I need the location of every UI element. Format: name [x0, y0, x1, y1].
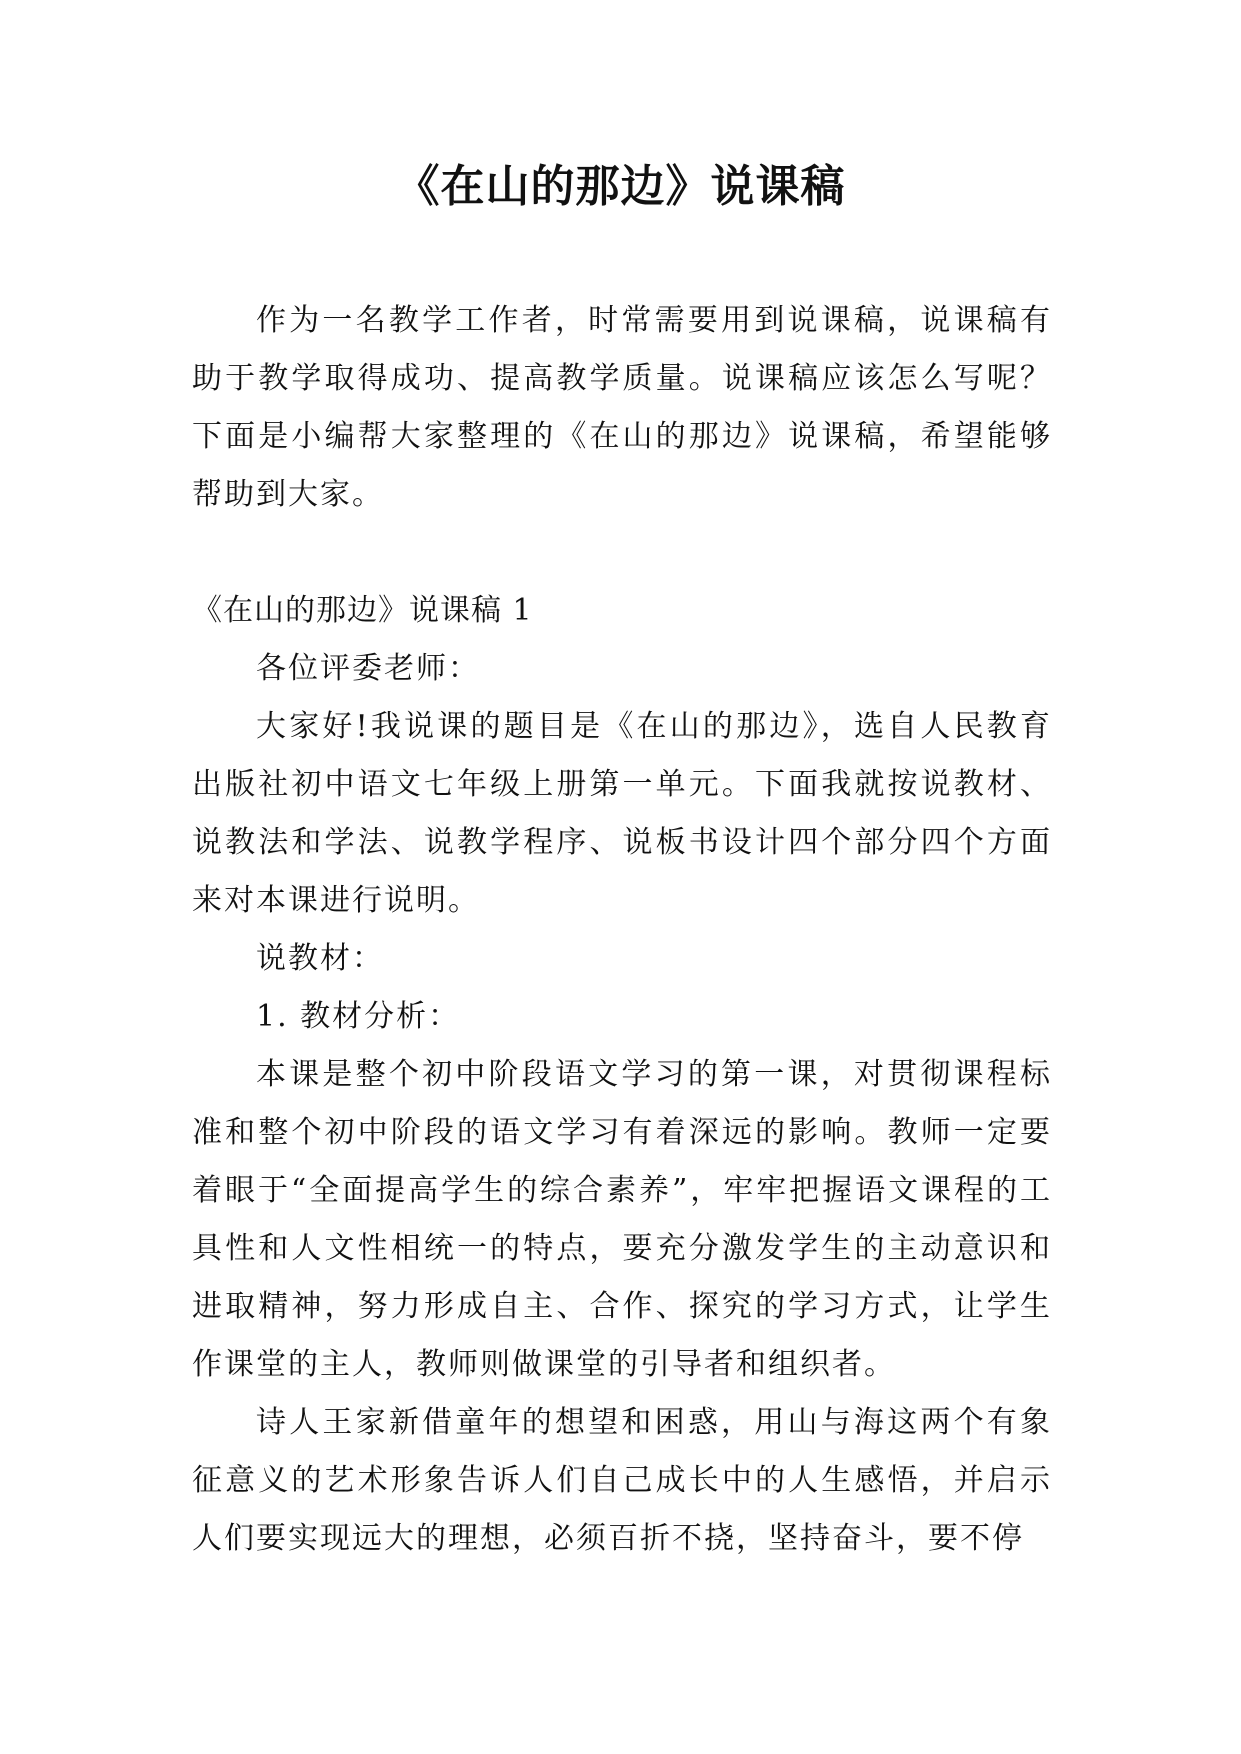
document-title: 《在山的那边》说课稿 — [395, 161, 846, 212]
section-heading: 《在山的那边》说课稿 1 — [192, 593, 533, 628]
analysis-paragraph: 本课是整个初中阶段语文学习的第一课，对贯彻课程标准和整个初中阶段的语文学习有着深远的影响。教师一定要着眼于“全面提高学生的综合素养”，牢牢把握语文课程的工具性和人文性相统一的特点，要充分激发学生的主动意识和进取精神，努力形成自主、合作、探究的学习方式，让学生作课堂的主人，教师则做课堂的引导者和组织者。 — [192, 1057, 1052, 1382]
subsection-heading: 说教材： — [256, 941, 384, 976]
intro-paragraph: 作为一名教学工作者，时常需要用到说课稿，说课稿有助于教学取得成功、提高教学质量。说课稿应该怎么写呢？下面是小编帮大家整理的《在山的那边》说课稿，希望能够帮助到大家。 — [192, 303, 1052, 512]
opening-paragraph: 大家好!我说课的题目是《在山的那边》，选自人民教育出版社初中语文七年级上册第一单元。下面我就按说教材、说教法和学法、说教学程序、说板书设计四个部分四个方面来对本课进行说明。 — [192, 709, 1052, 918]
document-body — [192, 292, 1052, 1568]
poet-paragraph: 诗人王家新借童年的想望和困惑，用山与海这两个有象征意义的艺术形象告诉人们自己成长中的人生感悟，并启示人们要实现远大的理想，必须百折不挠，坚持奋斗，要不停 — [192, 1405, 1052, 1556]
numbered-heading: 1. 教材分析： — [256, 999, 461, 1034]
greeting-paragraph: 各位评委老师： — [256, 651, 480, 686]
